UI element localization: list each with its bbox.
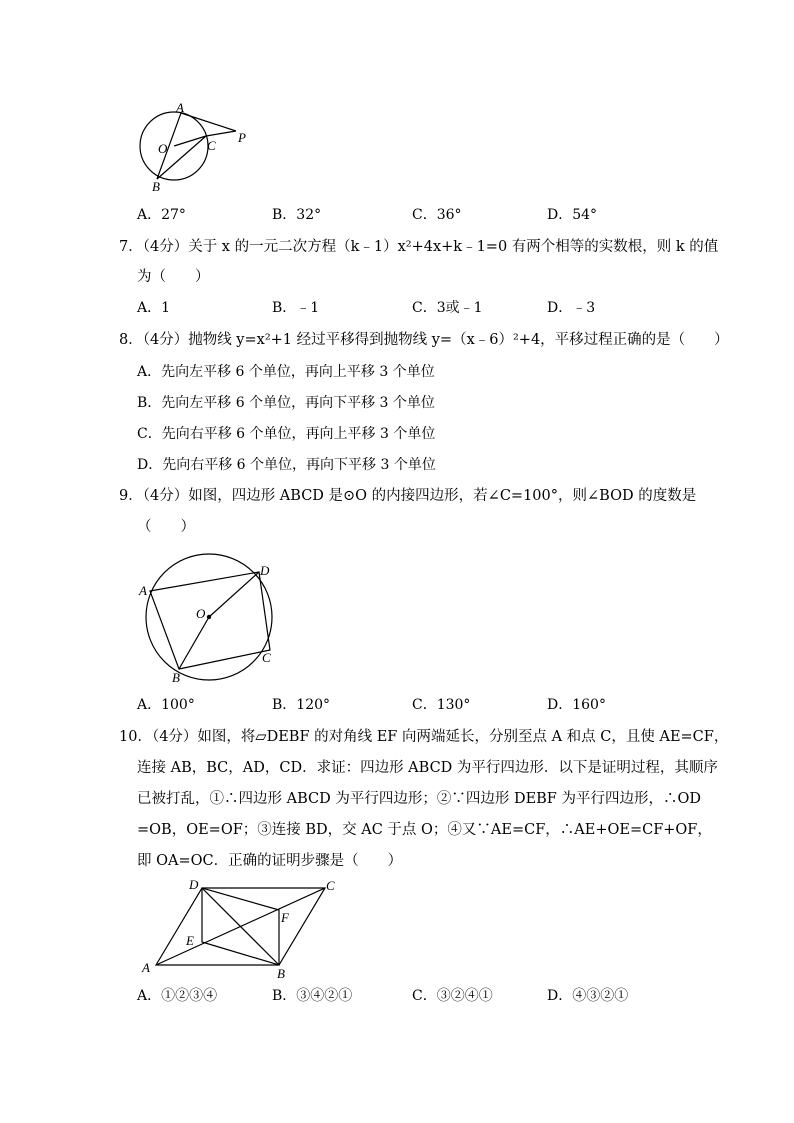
q9-center-point [207, 615, 211, 619]
q10-stem-line4: =OB，OE=OF；③连接 BD，交 AC 于点 O；④又∵AE=CF，∴AE+OE=CF+OF， [137, 822, 712, 838]
q6-circle-tangent-figure [130, 98, 260, 198]
q9-stem-line2: （ ） [137, 519, 195, 535]
q10-label-A: A [142, 960, 150, 975]
q6-segment-AP [181, 113, 236, 131]
q10-label-F: F [281, 910, 289, 925]
q9-option-a: A．100° [137, 697, 195, 713]
q10-stem-line5: 即 OA=OC．正确的证明步骤是（ ） [137, 853, 403, 869]
q7-option-b: B．﹣1 [272, 300, 320, 316]
q6-label-O: O [158, 141, 168, 156]
q10-stem-line1: 10．（4分）如图，将▱DEBF 的对角线 EF 向两端延长，分别至点 A 和点 C，且使 AE=CF， [119, 729, 729, 745]
q9-option-c: C．130° [412, 697, 471, 713]
q9-label-B: B [172, 670, 180, 685]
q10-option-d: D．④③②① [547, 988, 629, 1004]
q10-option-a: A．①②③④ [137, 988, 218, 1004]
q8-stem-line1: 8．（4分）抛物线 y=x²+1 经过平移得到抛物线 y=（x﹣6）²+4，平移过程正确的是（ ） [119, 332, 729, 348]
q9-option-d: D．160° [547, 697, 606, 713]
q9-option-b: B．120° [272, 697, 331, 713]
q8-option-d: D．先向右平移 6 个单位，再向下平移 3 个单位 [137, 457, 436, 473]
q9-segment-OB [179, 617, 209, 669]
q9-stem-line1: 9．（4分）如图，四边形 ABCD 是⊙O 的内接四边形，若∠C=100°，则∠BOD 的度数是 [119, 488, 697, 504]
q8-option-c: C．先向右平移 6 个单位，再向上平移 3 个单位 [137, 426, 436, 442]
q6-label-P: P [238, 130, 246, 145]
q6-option-b: B．32° [272, 207, 322, 223]
q10-label-E: E [186, 933, 194, 948]
q7-stem-line2: 为（ ） [137, 269, 210, 285]
q6-label-A: A [176, 100, 184, 115]
q9-segment-OD [209, 572, 259, 617]
q6-option-c: C．36° [412, 207, 462, 223]
q9-label-A: A [139, 583, 147, 598]
q7-option-d: D．﹣3 [547, 300, 596, 316]
q6-option-a: A．27° [137, 207, 186, 223]
q9-label-C: C [262, 650, 271, 665]
q10-stem-line2: 连接 AB，BC，AD，CD．求证：四边形 ABCD 为平行四边形．以下是证明过程，其顺序 [137, 760, 718, 776]
q7-option-c: C．3或﹣1 [412, 300, 483, 316]
q8-option-b: B．先向左平移 6 个单位，再向下平移 3 个单位 [137, 395, 435, 411]
q6-segment-CP [206, 131, 236, 136]
q9-quadrilateral-ABCD [150, 572, 270, 669]
q9-inscribed-quadrilateral-figure [136, 545, 286, 685]
q10-option-b: B．③④②① [272, 988, 353, 1004]
q10-option-c: C．③②④① [412, 988, 493, 1004]
q6-label-C: C [207, 138, 216, 153]
q10-label-C: C [326, 878, 335, 893]
q6-option-d: D．54° [547, 207, 598, 223]
q9-label-D: D [260, 563, 270, 578]
q10-label-B: B [277, 966, 285, 981]
q7-option-a: A．1 [137, 300, 171, 316]
q10-label-D: D [189, 877, 199, 892]
q10-stem-line3: 已被打乱，①∴四边形 ABCD 为平行四边形；②∵四边形 DEBF 为平行四边形，∴OD [137, 791, 701, 807]
q9-label-O: O [196, 606, 206, 621]
q6-label-B: B [152, 179, 160, 194]
q7-stem-line1: 7．（4分）关于 x 的一元二次方程（k﹣1）x²+4x+k﹣1=0 有两个相等的实数根，则 k 的值 [119, 239, 719, 255]
q10-parallelogram-figure [136, 876, 346, 982]
q8-option-a: A．先向左平移 6 个单位，再向上平移 3 个单位 [137, 364, 435, 380]
